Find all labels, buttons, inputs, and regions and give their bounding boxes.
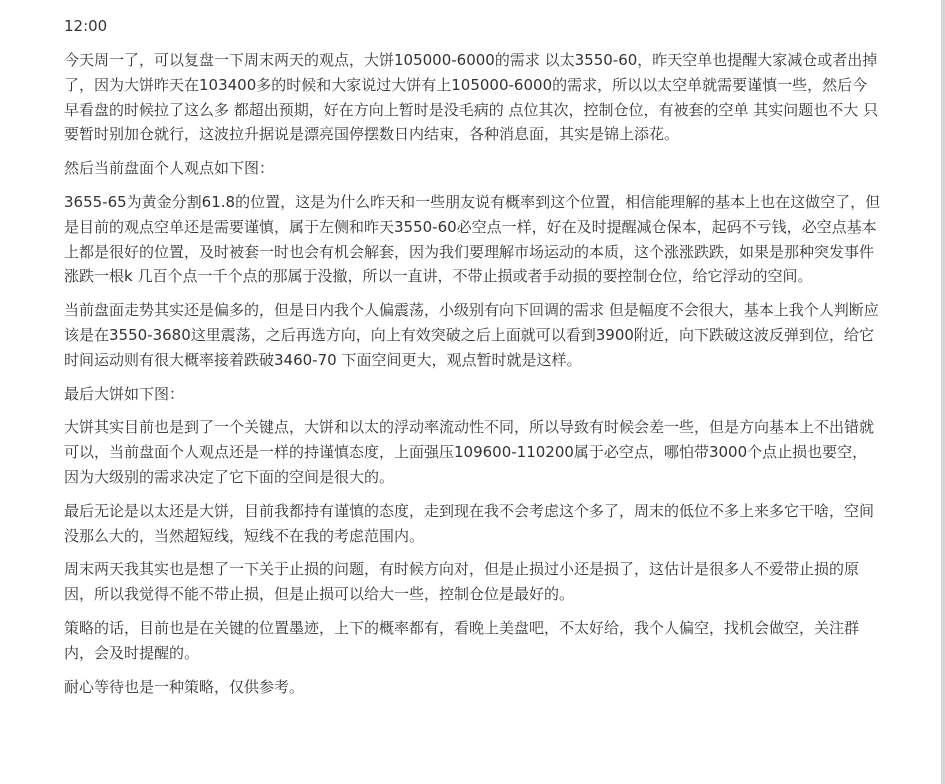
paragraph-btc-view: 大饼其实目前也是到了一个关键点，大饼和以太的浮动率流动性不同，所以导致有时候会差一些，但是方向基本上不出错就可以，当前盘面个人观点还是一样的持谨慎态度，上面强压109600-110200属于必空点，哪怕带3000个点止损也要空，因为大级别的需求决定了它下面的空间是很大的。	[64, 418, 875, 486]
paragraph-intro: 今天周一了，可以复盘一下周末两天的观点，大饼105000-6000的需求 以太3550-60，昨天空单也提醒大家减仓或者出掉了，因为大饼昨天在103400多的时候和大家说过大饼有上105000-6000的需求，所以以太空单就需要谨慎一些，然后今早看盘的时候拉了这么多 都超出预期，好在方向上暂时是没毛病的 点位其次，控制仓位，有被套的空单 其实问题也不大 只要暂时别加仓就行，这波拉升据说是漂亮国停摆数日内结束，各种消息面，其实是锦上添花。	[64, 51, 879, 144]
paragraph-current-view-heading: 然后当前盘面个人观点如下图：	[64, 159, 275, 178]
paragraph-stop-loss: 周末两天我其实也是想了一下关于止损的问题，有时候方向对，但是止损过小还是损了，这估计是很多人不爱带止损的原因，所以我觉得不能不带止损，但是止损可以给大一些，控制仓位是最好的。	[64, 560, 860, 604]
paragraph-fibonacci: 3655-65为黄金分割61.8的位置，这是为什么昨天和一些朋友说有概率到这个位置，相信能理解的基本上也在这做空了，但是目前的观点空单还是需要谨慎，属于左侧和昨天3550-60必空点一样，好在及时提醒减仓保本，起码不亏钱，必空点基本上都是很好的位置，及时被套一时也会有机会解套，因为我们要理解市场运动的本质，这个涨涨跌跌，如果是那种突发事件涨跌一根k 几百个点一千个点的那属于没撤，所以一直讲，不带止损或者手动损的要控制仓位，给它浮动的空间。	[64, 192, 881, 286]
paragraph-strategy: 策略的话，目前也是在关键的位置墨迹，上下的概率都有，看晚上美盘吧，不太好给，我个人偏空，找机会做空，关注群内，会及时提醒的。	[64, 618, 860, 662]
paragraph-trend: 当前盘面走势其实还是偏多的，但是日内我个人偏震荡，小级别有向下回调的需求 但是幅度不会很大，基本上我个人判断应该是在3550-3680这里震荡，之后再选方向，向上有效突破之后上面就可以看到3900附近，向下跌破这波反弹到位，给它时间运动则有很大概率接着跌破3460-70 下面空间更大，观点暂时就是这样。	[64, 301, 879, 369]
paragraph-closing: 耐心等待也是一种策略，仅供参考。	[64, 677, 305, 696]
paragraph-caution: 最后无论是以太还是大饼，目前我都持有谨慎的态度，走到现在我不会考虑这个多了，周末的低位不多上来多它干啥，空间没那么大的，当然超短线，短线不在我的考虑范围内。	[64, 501, 875, 545]
paragraph-btc-heading: 最后大饼如下图：	[64, 384, 185, 403]
post-time: 12:00	[64, 17, 108, 35]
page-edge-divider	[941, 0, 945, 784]
article-body	[64, 14, 882, 708]
